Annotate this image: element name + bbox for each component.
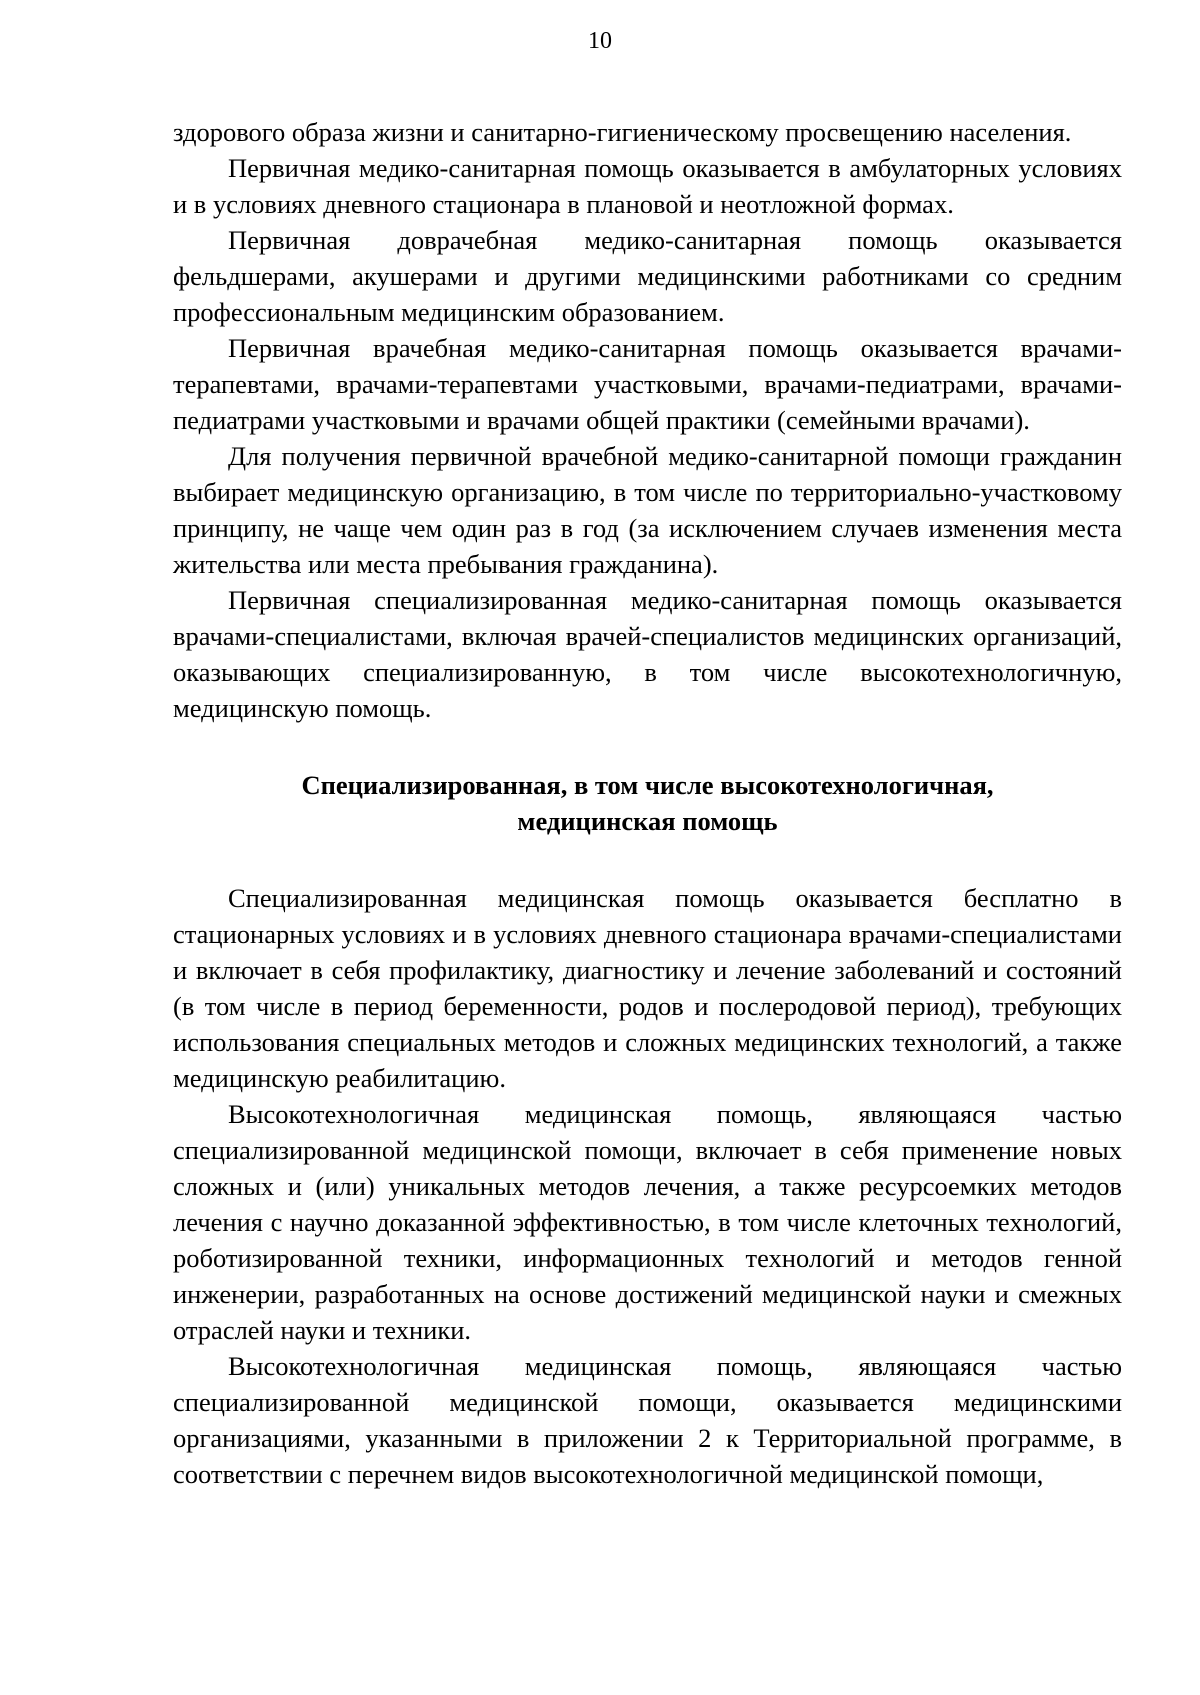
page-number: 10 (588, 28, 612, 54)
paragraph: Первичная врачебная медико-санитарная помощь оказывается врачами-терапевтами, врачами-терапевтами участковыми, врачами-педиатрами, врачами-педиатрами участковыми и врачами общей практики (семейными врачами). (173, 333, 1122, 435)
paragraph: Первичная специализированная медико-санитарная помощь оказывается врачами-специалистами, включая врачей-специалистов медицинских организаций, оказывающих специализированную, в том числе высокотехнологичную, медицинскую помощь. (173, 585, 1122, 723)
paragraph: Высокотехнологичная медицинская помощь, являющаяся частью специализированной медицинской помощи, включает в себя применение новых сложных и (или) уникальных методов лечения, а также ресурсоемких методов лечения с научно доказанной эффективностью, в том числе клеточных технологий, роботизированной техники, информационных технологий и методов генной инженерии, разработанных на основе достижений медицинской науки и смежных отраслей науки и техники. (173, 1099, 1122, 1345)
document-body (173, 114, 1122, 1492)
paragraph: Для получения первичной врачебной медико-санитарной помощи гражданин выбирает медицинскую организацию, в том числе по территориально-участковому принципу, не чаще чем один раз в год (за исключением случаев изменения места жительства или места пребывания гражданина). (173, 441, 1122, 579)
paragraph-continuation: здорового образа жизни и санитарно-гигиеническому просвещению населения. (173, 117, 1072, 147)
paragraph: Первичная медико-санитарная помощь оказывается в амбулаторных условиях и в условиях дневного стационара в плановой и неотложной формах. (173, 153, 1122, 219)
paragraph: Высокотехнологичная медицинская помощь, являющаяся частью специализированной медицинской помощи, оказывается медицинскими организациями, указанными в приложении 2 к Территориальной программе, в соответствии с перечнем видов высокотехнологичной медицинской помощи, (173, 1351, 1122, 1489)
section-heading-line: медицинская помощь (517, 806, 778, 836)
paragraph: Специализированная медицинская помощь оказывается бесплатно в стационарных условиях и в условиях дневного стационара врачами-специалистами и включает в себя профилактику, диагностику и лечение заболеваний и состояний (в том числе в период беременности, родов и послеродовой период), требующих использования специальных методов и сложных медицинских технологий, а также медицинскую реабилитацию. (173, 883, 1122, 1093)
paragraph: Первичная доврачебная медико-санитарная помощь оказывается фельдшерами, акушерами и другими медицинскими работниками со средним профессиональным медицинским образованием. (173, 225, 1122, 327)
section-heading-line: Специализированная, в том числе высокотехнологичная, (301, 770, 994, 800)
section-heading (173, 767, 1122, 839)
